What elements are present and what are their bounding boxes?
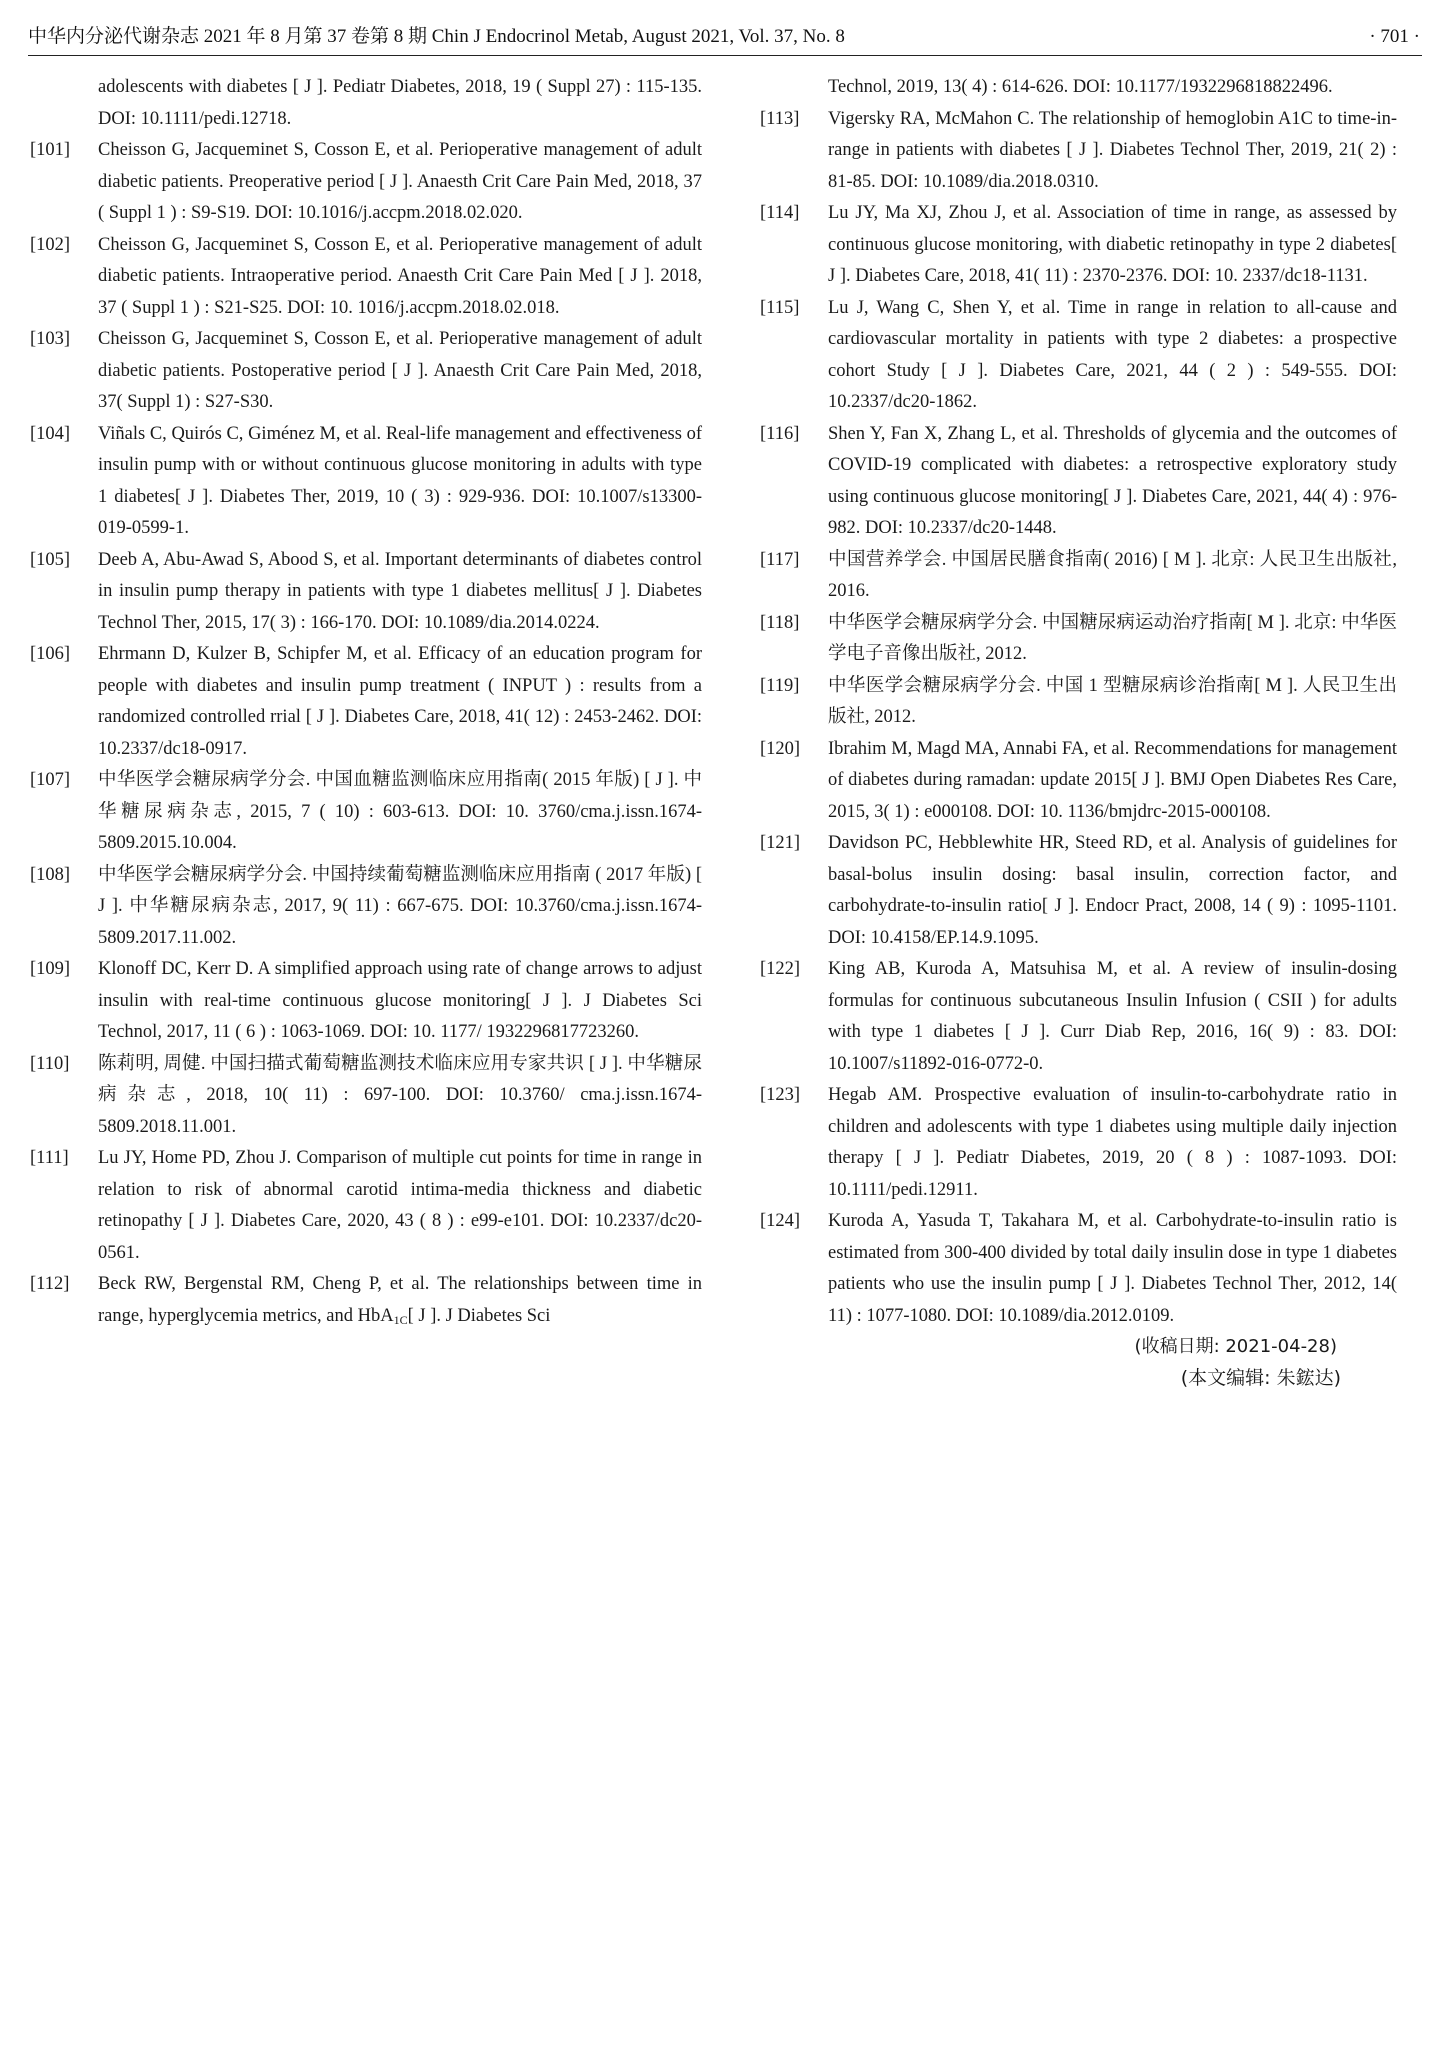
reference-number: [123] xyxy=(760,1085,801,1105)
reference-number: [101] xyxy=(30,140,71,160)
reference-122 xyxy=(760,954,1397,1080)
reference-text: Vigersky RA, McMahon C. The relationship of hemoglobin A1C to time-in-range in patients with diabetes [ J ]. Diabetes Technol Ther, 2019, 21( 2) : 81-85. DOI: 10.1089/dia.2018.0310. xyxy=(828,108,1397,192)
reference-number: [104] xyxy=(30,423,71,444)
reference-continuation: Technol, 2019, 13( 4) : 614-626. DOI: 10.1177/1932296818822496. xyxy=(828,77,1333,97)
reference-121 xyxy=(760,828,1397,954)
reference-119 xyxy=(760,671,1397,734)
reference-116 xyxy=(760,419,1397,545)
reference-text: Kuroda A, Yasuda T, Takahara M, et al. Carbohydrate-to-insulin ratio is estimated from 300-400 divided by total daily insulin dose in type 1 diabetes patients who use the insulin pump [ J ]. Diabetes Technol Ther, 2012, 14( 11) : 1077-1080. DOI: 10.1089/dia.2012.0109. xyxy=(828,1211,1397,1326)
reference-number: [119] xyxy=(760,675,800,696)
reference-number: [102] xyxy=(30,234,71,255)
reference-115 xyxy=(760,293,1397,419)
reference-text: Davidson PC, Hebblewhite HR, Steed RD, et al. Analysis of guidelines for basal-bolus insulin dosing: basal insulin, correction factor, and carbohydrate-to-insulin ratio[ J ]. Endocr Pract, 2008, 14 ( 9) : 1095-1101. DOI: 10.4158/EP.14.9.1095. xyxy=(828,833,1397,948)
hba1c-subscript: 1C xyxy=(393,1312,408,1327)
reference-text: King AB, Kuroda A, Matsuhisa M, et al. A review of insulin-dosing formulas for continuous subcutaneous Insulin Infusion ( CSII ) for adults with type 1 diabetes [ J ]. Curr Diab Rep, 2016, 16( 9) : 83. DOI: 10.1007/s11892-016-0772-0. xyxy=(828,959,1397,1074)
editor-credit: (本文编辑: 朱鋐达) xyxy=(1180,1367,1341,1389)
reference-104 xyxy=(30,419,702,545)
reference-123 xyxy=(760,1080,1397,1206)
reference-text: 中华医学会糖尿病学分会. 中国持续葡萄糖监测临床应用指南 ( 2017 年版) [ J ]. 中华糖尿病杂志, 2017, 9( 11) : 667-675. DOI: 10.3760/cma.j.issn.1674-5809.2017.11.002. xyxy=(98,864,702,948)
reference-109 xyxy=(30,954,702,1049)
reference-103 xyxy=(30,324,702,419)
reference-number: [115] xyxy=(760,297,800,318)
reference-number: [113] xyxy=(760,108,800,129)
reference-number: [103] xyxy=(30,329,71,349)
reference-text: Cheisson G, Jacqueminet S, Cosson E, et al. Perioperative management of adult diabetic patients. Postoperative period [ J ]. Anaesth Crit Care Pain Med, 2018, 37( Suppl 1) : S27-S30. xyxy=(98,329,702,412)
reference-111 xyxy=(30,1143,702,1269)
reference-114 xyxy=(760,198,1397,293)
reference-110 xyxy=(30,1049,702,1144)
reference-text: Lu J, Wang C, Shen Y, et al. Time in range in relation to all-cause and cardiovascular mortality in patients with type 2 diabetes: a prospective cohort Study [ J ]. Diabetes Care, 2021, 44 ( 2 ) : 549-555. DOI: 10.2337/dc20-1862. xyxy=(828,297,1397,412)
reference-number: [106] xyxy=(30,644,71,664)
reference-text: 中华医学会糖尿病学分会. 中国糖尿病运动治疗指南[ M ]. 北京: 中华医学电子音像出版社, 2012. xyxy=(828,612,1397,664)
journal-citation-header: 中华内分泌代谢杂志 2021 年 8 月第 37 卷第 8 期 Chin J Endocrinol Metab, August 2021, Vol. 37, No. 8 xyxy=(28,26,845,47)
reference-118 xyxy=(760,608,1397,671)
reference-105 xyxy=(30,545,702,640)
reference-number: [121] xyxy=(760,833,801,853)
reference-text: Cheisson G, Jacqueminet S, Cosson E, et al. Perioperative management of adult diabetic patients. Intraoperative period. Anaesth Crit Care Pain Med [ J ]. 2018, 37 ( Suppl 1 ) : S21-S25. DOI: 10. 1016/j.accpm.2018.02.018. xyxy=(98,234,702,318)
references-left-column xyxy=(30,72,702,1332)
reference-text: Beck RW, Bergenstal RM, Cheng P, et al. The relationships between time in range, hyperglycemia metrics, and HbA xyxy=(98,1274,702,1326)
reference-number: [117] xyxy=(760,549,800,570)
reference-number: [120] xyxy=(760,738,801,759)
reference-113 xyxy=(760,104,1397,199)
reference-108 xyxy=(30,860,702,955)
header-divider xyxy=(28,55,1422,56)
reference-number: [109] xyxy=(30,959,71,979)
references-right-column xyxy=(760,72,1397,1394)
reference-number: [118] xyxy=(760,612,800,633)
received-date: (收稿日期: 2021-04-28) xyxy=(1134,1336,1337,1357)
reference-124 xyxy=(760,1206,1397,1332)
reference-text: Lu JY, Ma XJ, Zhou J, et al. Association of time in range, as assessed by continuous glucose monitoring, with diabetic retinopathy in type 2 diabetes[ J ]. Diabetes Care, 2018, 41( 11) : 2370-2376. DOI: 10. 2337/dc18-1131. xyxy=(828,203,1397,286)
reference-120 xyxy=(760,734,1397,829)
reference-text: 中华医学会糖尿病学分会. 中国血糖监测临床应用指南( 2015 年版) [ J ]. 中华糖尿病杂志, 2015, 7 ( 10) : 603-613. DOI: 10. 3760/cma.j.issn.1674-5809.2015.10.004. xyxy=(98,770,702,853)
reference-text: Hegab AM. Prospective evaluation of insulin-to-carbohydrate ratio in children and adolescents with type 1 diabetes using multiple daily injection therapy [ J ]. Pediatr Diabetes, 2019, 20 ( 8 ) : 1087-1093. DOI: 10.1111/pedi.12911. xyxy=(828,1085,1397,1200)
reference-number: [112] xyxy=(30,1274,70,1294)
reference-text: Klonoff DC, Kerr D. A simplified approach using rate of change arrows to adjust insulin with real-time continuous glucose monitoring[ J ]. J Diabetes Sci Technol, 2017, 11 ( 6 ) : 1063-1069. DOI: 10. 1177/ 1932296817723260. xyxy=(98,959,702,1042)
reference-text-after: [ J ]. J Diabetes Sci xyxy=(407,1305,551,1326)
reference-text: Shen Y, Fan X, Zhang L, et al. Thresholds of glycemia and the outcomes of COVID-19 complicated with diabetes: a retrospective exploratory study using continuous glucose monitoring[ J ]. Diabetes Care, 2021, 44( 4) : 976-982. DOI: 10.2337/dc20-1448. xyxy=(828,423,1397,538)
reference-text: 陈莉明, 周健. 中国扫描式葡萄糖监测技术临床应用专家共识 [ J ]. 中华糖尿病杂志, 2018, 10( 11) : 697-100. DOI: 10.3760/ cma.j.issn.1674-5809.2018.11.001. xyxy=(98,1053,702,1137)
reference-number: [107] xyxy=(30,770,71,790)
reference-text: 中国营养学会. 中国居民膳食指南( 2016) [ M ]. 北京: 人民卫生出版社, 2016. xyxy=(828,549,1397,601)
reference-number: [124] xyxy=(760,1211,801,1231)
reference-text: Ibrahim M, Magd MA, Annabi FA, et al. Recommendations for management of diabetes during ramadan: update 2015[ J ]. BMJ Open Diabetes Res Care, 2015, 3( 1) : e000108. DOI: 10. 1136/bmjdrc-2015-000108. xyxy=(828,738,1397,822)
reference-number: [108] xyxy=(30,864,71,885)
reference-107 xyxy=(30,765,702,860)
reference-number: [116] xyxy=(760,423,800,444)
reference-continuation: adolescents with diabetes [ J ]. Pediatr Diabetes, 2018, 19 ( Suppl 27) : 115-135. DOI: 10.1111/pedi.12718. xyxy=(98,77,702,129)
page-number: · 701 · xyxy=(1369,26,1420,47)
reference-text: Cheisson G, Jacqueminet S, Cosson E, et al. Perioperative management of adult diabetic patients. Preoperative period [ J ]. Anaesth Crit Care Pain Med, 2018, 37 ( Suppl 1 ) : S9-S19. DOI: 10.1016/j.accpm.2018.02.020. xyxy=(98,140,702,223)
reference-text: Viñals C, Quirós C, Giménez M, et al. Real-life management and effectiveness of insulin pump with or without continuous glucose monitoring in adults with type 1 diabetes[ J ]. Diabetes Ther, 2019, 10 ( 3) : 929-936. DOI: 10.1007/s13300-019-0599-1. xyxy=(98,423,702,538)
reference-112 xyxy=(30,1269,702,1332)
reference-number: [111] xyxy=(30,1148,69,1168)
reference-text: Lu JY, Home PD, Zhou J. Comparison of multiple cut points for time in range in relation to risk of abnormal carotid intima-media thickness and diabetic retinopathy [ J ]. Diabetes Care, 2020, 43 ( 8 ) : e99-e101. DOI: 10.2337/dc20-0561. xyxy=(98,1148,702,1263)
reference-number: [114] xyxy=(760,203,800,223)
reference-number: [110] xyxy=(30,1053,70,1074)
reference-117 xyxy=(760,545,1397,608)
reference-106 xyxy=(30,639,702,765)
reference-text: Ehrmann D, Kulzer B, Schipfer M, et al. Efficacy of an education program for people with diabetes and insulin pump treatment ( INPUT ) : results from a randomized controlled rrial [ J ]. Diabetes Care, 2018, 41( 12) : 2453-2462. DOI: 10.2337/dc18-0917. xyxy=(98,644,702,759)
reference-102 xyxy=(30,230,702,325)
reference-number: [122] xyxy=(760,959,801,979)
reference-text: 中华医学会糖尿病学分会. 中国 1 型糖尿病诊治指南[ M ]. 人民卫生出版社, 2012. xyxy=(828,675,1397,727)
reference-text: Deeb A, Abu-Awad S, Abood S, et al. Important determinants of diabetes control in insulin pump therapy in patients with type 1 diabetes mellitus[ J ]. Diabetes Technol Ther, 2015, 17( 3) : 166-170. DOI: 10.1089/dia.2014.0224. xyxy=(98,549,702,633)
reference-number: [105] xyxy=(30,549,71,570)
reference-101 xyxy=(30,135,702,230)
